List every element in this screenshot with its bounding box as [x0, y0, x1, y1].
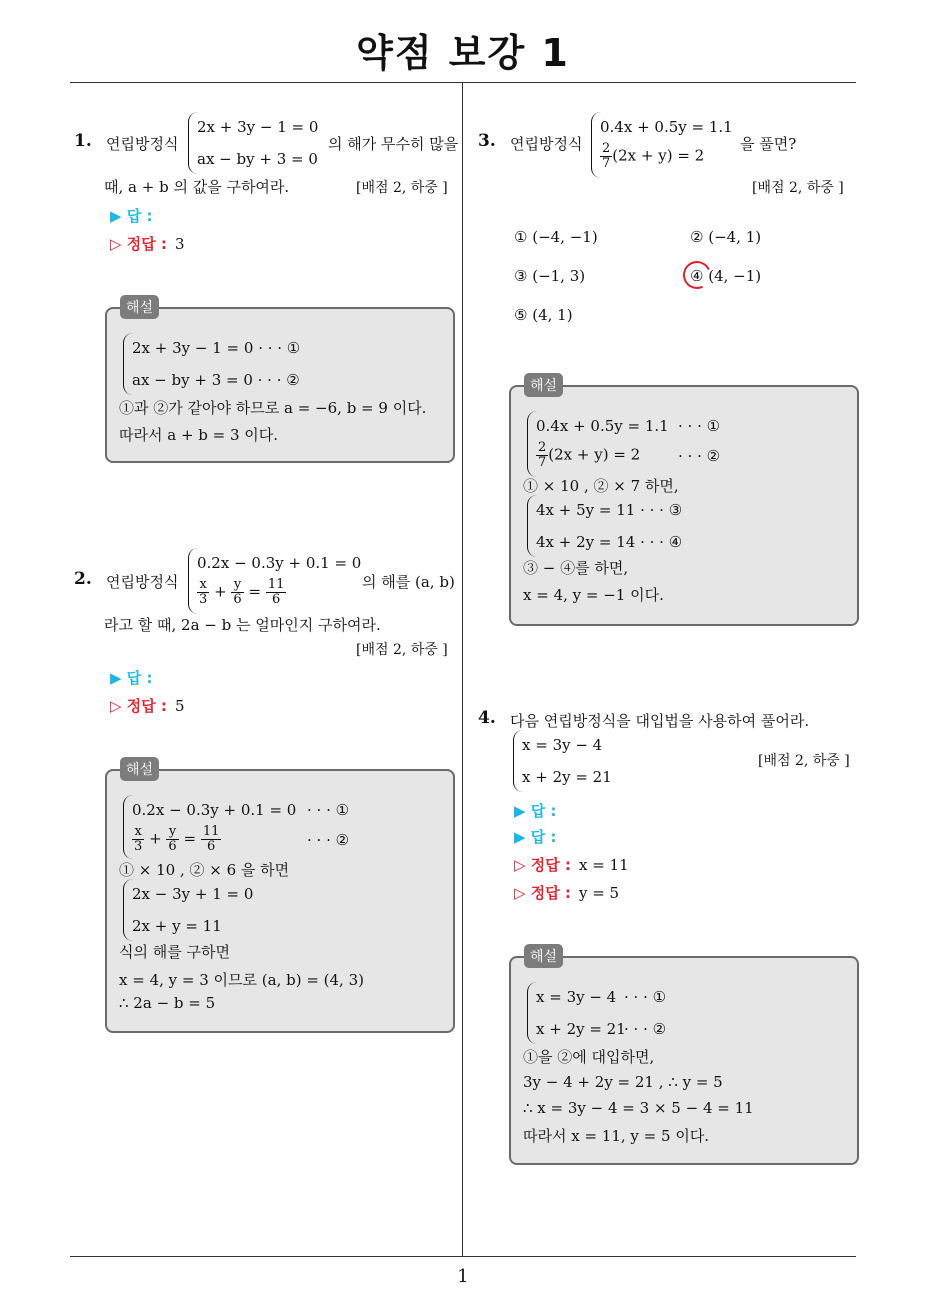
explanation-line: 3y − 4 + 2y = 21 , ∴ y = 5: [523, 1073, 723, 1091]
question-lead: 연립방정식: [510, 135, 583, 153]
question-lead: 다음 연립방정식을 대입법을 사용하여 풀어라.: [510, 712, 810, 730]
question-lead: 연립방정식: [106, 573, 179, 591]
explanation-box: [105, 769, 455, 1033]
equation: $\frac{x}{3}$ + $\frac{y}{6}$ = $\frac{11}{6}$: [134, 824, 220, 854]
equation: 4x + 2y = 14 · · · ④: [536, 533, 683, 551]
equation-mark: · · · ②: [307, 831, 350, 849]
question-text: 의 해를 (a, b): [362, 573, 455, 591]
question-text: 을 풀면?: [740, 135, 797, 153]
equation: 2x + 3y − 1 = 0: [197, 118, 319, 136]
equation-system: [188, 548, 362, 614]
footer-rule: [70, 1256, 856, 1257]
correct-answer: [514, 882, 619, 903]
answer-label: ▶ 답 :: [514, 802, 557, 820]
correct-value: y = 5: [578, 884, 620, 902]
explanation-tag: 해설: [120, 295, 159, 319]
explanation-line: ①과 ②가 같아야 하므로 a = −6, b = 9 이다.: [119, 399, 427, 417]
explanation-box: [105, 307, 455, 463]
equation: x = 3y − 4: [536, 988, 617, 1006]
explanation-box: [509, 956, 859, 1165]
question-text: 때, a + b 의 값을 구하여라.: [104, 178, 290, 196]
correct-value: 5: [174, 697, 185, 715]
option-2[interactable]: ② (−4, 1): [690, 228, 762, 246]
correct-label: ▷ 정답 :: [514, 884, 571, 902]
answer-circle-mark: [679, 257, 715, 293]
equation-system: [188, 112, 329, 174]
question-number: 1.: [74, 131, 92, 151]
explanation-box: [509, 385, 859, 626]
answer-label: ▶ 답 :: [110, 669, 153, 687]
equation-system: [123, 795, 354, 859]
explanation-line: ∴ x = 3y − 4 = 3 × 5 − 4 = 11: [523, 1099, 754, 1117]
correct-value: 3: [174, 235, 185, 253]
question-text: 의 해가 무수히 많을: [328, 135, 459, 153]
explanation-line: ① × 10 , ② × 6 을 하면: [119, 861, 290, 879]
correct-answer: [110, 695, 185, 716]
column-divider: [462, 83, 463, 1257]
explanation-tag: 해설: [524, 373, 563, 397]
score-meta: [배점 2, 하중 ]: [356, 642, 448, 658]
option-4-text: (4, −1): [708, 267, 762, 285]
equation: $\frac{x}{3}$ + $\frac{y}{6}$ = $\frac{11}{6}$: [199, 577, 285, 607]
equation: 2x + y = 11: [132, 917, 222, 935]
explanation-line: 식의 해를 구하면: [119, 943, 230, 961]
equation-system: [591, 112, 732, 178]
equation: 0.4x + 0.5y = 1.1: [600, 118, 733, 136]
equation-mark: · · · ①: [307, 801, 350, 819]
equation-system: [527, 495, 728, 557]
equation: $\frac{2}{7}$ (2x + y) = 2: [602, 141, 705, 171]
answer-label: ▶ 답 :: [110, 207, 153, 225]
explanation-line: ∴ 2a − b = 5: [119, 994, 216, 1012]
page-number: 1: [457, 1266, 469, 1287]
equation-system: [123, 333, 324, 395]
equation: 0.2x − 0.3y + 0.1 = 0: [132, 801, 297, 819]
question-number: 3.: [478, 131, 496, 151]
option-1[interactable]: ① (−4, −1): [514, 228, 598, 246]
equation: 4x + 5y = 11 · · · ③: [536, 501, 683, 519]
explanation-tag: 해설: [120, 757, 159, 781]
header-rule: [70, 82, 856, 83]
score-meta: [배점 2, 하중 ]: [356, 180, 448, 196]
equation: ax − by + 3 = 0 · · · ②: [132, 371, 300, 389]
equation-system: [513, 730, 654, 792]
correct-answer: [110, 233, 185, 254]
explanation-line: 따라서 x = 11, y = 5 이다.: [523, 1127, 710, 1145]
explanation-line: x = 4, y = −1 이다.: [523, 586, 664, 604]
question-text: 라고 할 때, 2a − b 는 얼마인지 구하여라.: [104, 616, 381, 634]
equation-system: [527, 411, 728, 477]
equation-mark: · · · ①: [678, 417, 721, 435]
option-4-mark: ④: [690, 267, 704, 285]
equation-mark: · · · ②: [678, 447, 721, 465]
equation: x + 2y = 21: [522, 768, 612, 786]
equation-mark: · · · ①: [624, 988, 667, 1006]
equation: $\frac{2}{7}$ (2x + y) = 2: [538, 440, 641, 470]
equation: x = 3y − 4: [522, 736, 603, 754]
correct-value: x = 11: [578, 856, 629, 874]
equation: 0.2x − 0.3y + 0.1 = 0: [197, 554, 362, 572]
score-meta: [배점 2, 하중 ]: [758, 753, 850, 769]
answer-label: ▶ 답 :: [514, 828, 557, 846]
explanation-tag: 해설: [524, 944, 563, 968]
question-lead: 연립방정식: [106, 135, 179, 153]
score-meta: [배점 2, 하중 ]: [752, 180, 844, 196]
equation: x + 2y = 21: [536, 1020, 626, 1038]
correct-label: ▷ 정답 :: [514, 856, 571, 874]
equation: 2x + 3y − 1 = 0 · · · ①: [132, 339, 301, 357]
correct-answer: [514, 854, 629, 875]
explanation-line: ① × 10 , ② × 7 하면,: [523, 477, 679, 495]
question-number: 4.: [478, 708, 496, 728]
option-3[interactable]: ③ (−1, 3): [514, 267, 586, 285]
explanation-line: ③ − ④를 하면,: [523, 559, 629, 577]
equation: 0.4x + 0.5y = 1.1: [536, 417, 669, 435]
explanation-line: x = 4, y = 3 이므로 (a, b) = (4, 3): [119, 971, 364, 989]
explanation-line: 따라서 a + b = 3 이다.: [119, 426, 279, 444]
equation-system: [123, 879, 324, 941]
equation: ax − by + 3 = 0: [197, 150, 318, 168]
correct-label: ▷ 정답 :: [110, 697, 167, 715]
option-5[interactable]: ⑤ (4, 1): [514, 306, 573, 324]
correct-label: ▷ 정답 :: [110, 235, 167, 253]
equation: 2x − 3y + 1 = 0: [132, 885, 254, 903]
page-title: 약점 보강 1: [356, 31, 570, 75]
explanation-line: ①을 ②에 대입하면,: [523, 1048, 655, 1066]
equation-system: [527, 982, 728, 1044]
equation-mark: · · · ②: [624, 1020, 667, 1038]
question-number: 2.: [74, 569, 92, 589]
